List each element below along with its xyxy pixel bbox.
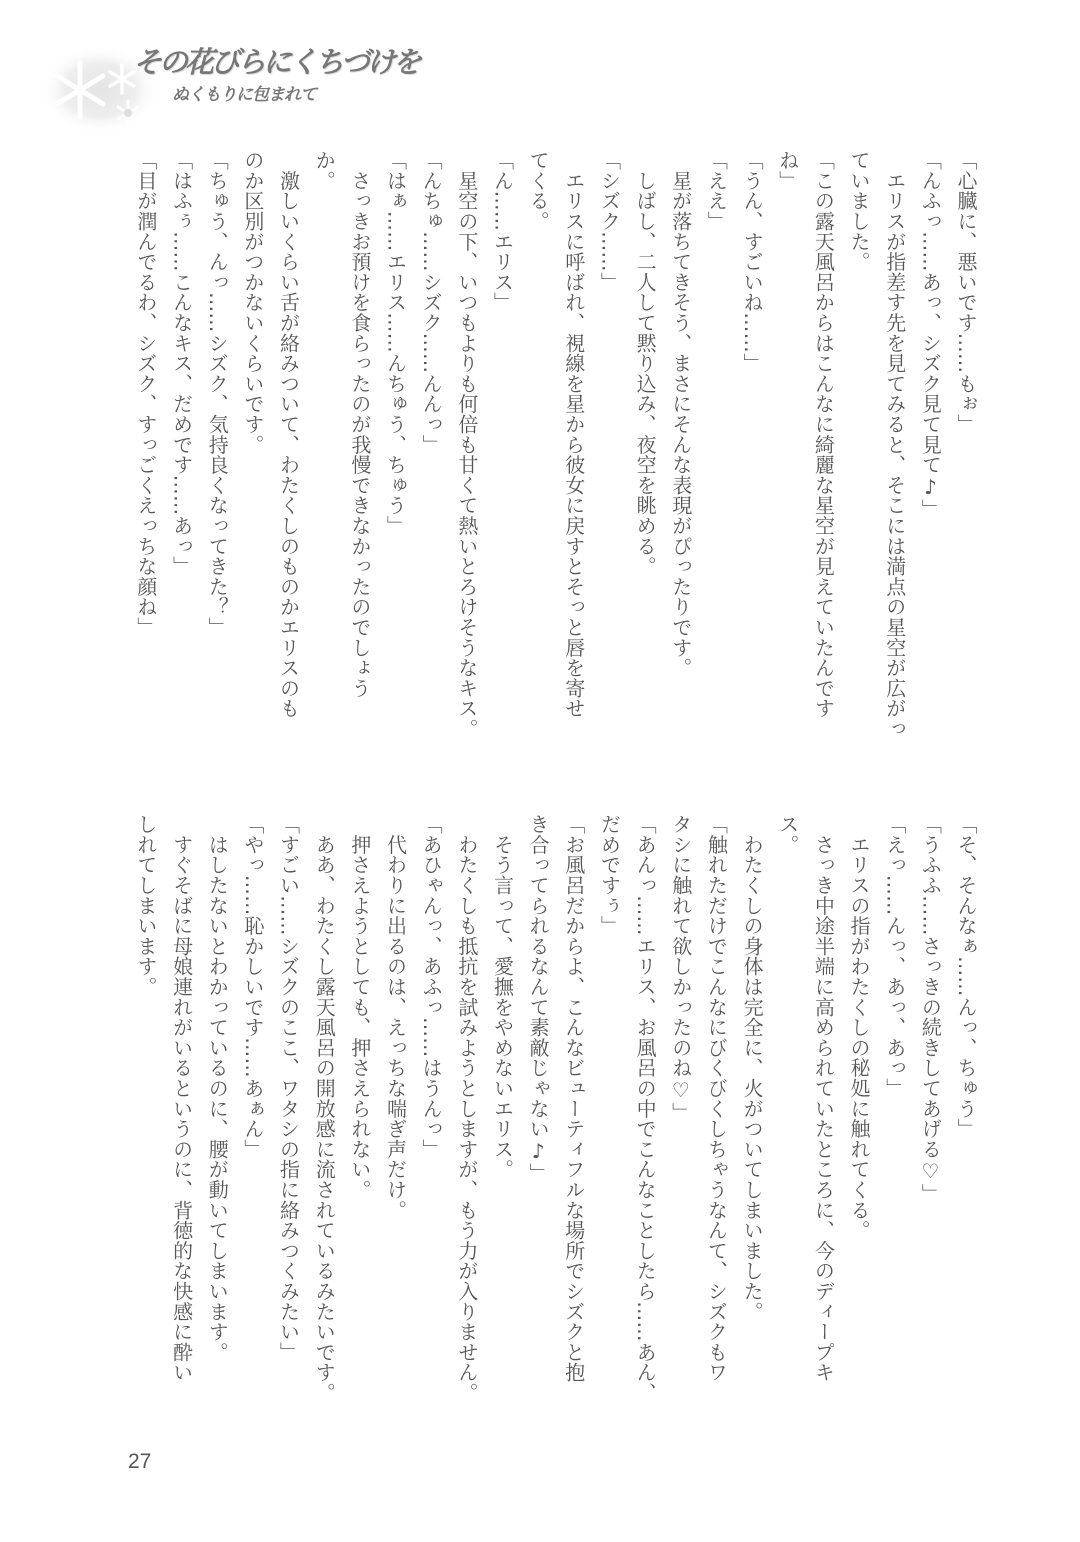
text-line: 「はふぅ……こんなキス、だめです……あっ」	[169, 150, 194, 577]
text-line: 「心臓に、悪いです……もぉ」	[954, 150, 978, 435]
book-title: その花びらにくちづけを	[133, 45, 419, 79]
text-line: すぐそばに母娘連れがいるというのに、背徳的な快感に酔い	[169, 814, 194, 1383]
text-line: さっきお預けを食らったのが我慢できなかったのでしょう	[347, 150, 372, 699]
text-line: 「そ、そんなぁ……んっ、ちゅう」	[954, 814, 978, 1139]
text-line: 星空の下、いつもよりも何倍も甘くて熱いとろけそうなキス。	[454, 150, 479, 739]
text-line: しれてしまいます。	[133, 814, 158, 997]
text-line: エリスに呼ばれ、視線を星から彼女に戻すとそっと唇を寄せ	[561, 150, 586, 719]
text-line: そう言って、愛撫をやめないエリス。	[490, 814, 515, 1180]
book-header	[20, 25, 419, 125]
text-line: 「ええ」	[704, 150, 729, 232]
text-line: タシに触れて欲しかったのね♡」	[668, 814, 693, 1123]
text-block-bottom	[127, 814, 983, 1414]
text-line: 「えっ……んっ、あっ、あっ」	[882, 814, 907, 1099]
text-line: はしたないとわかっているのに、腰が動いてしまいます。	[205, 814, 230, 1363]
text-line: のか区別がつかないくらいです。	[240, 150, 265, 455]
page-number: 27	[128, 1450, 152, 1473]
text-line: 「うふふ……さっきの続きしてあげる♡」	[918, 814, 943, 1204]
text-line: 代わりに出るのは、えっちな喘ぎ声だけ。	[383, 814, 408, 1220]
text-line: 「触れただけでこんなにびくびくしちゃうなんて、シズクもワ	[704, 814, 729, 1383]
text-line: エリスが指差す先を見てみると、そこには満点の星空が広がっ	[882, 150, 907, 739]
text-line: てくる。	[526, 150, 551, 232]
text-line: わたくしの身体は完全に、火がついてしまいました。	[740, 814, 765, 1322]
text-line: ていました。	[847, 150, 872, 272]
text-line: だめですぅ」	[597, 814, 622, 936]
text-line: 「あんっ……エリス、お風呂の中でこんなことしたら……あん、	[633, 814, 658, 1403]
text-line: 「やっ……恥かしいです……あぁん」	[240, 814, 265, 1160]
text-line: 星が落ちてきそう、まさにそんな表現がぴったりです。	[668, 150, 693, 678]
text-line: しばし、二人して黙り込み、夜空を眺める。	[633, 150, 658, 577]
text-line: さっき中途半端に高められていたところに、今のディープキ	[811, 814, 836, 1383]
text-line: 「うん、すごいね……」	[740, 150, 765, 374]
text-line: 押さえようとしても、押さえられない。	[347, 814, 372, 1200]
text-line: わたくしも抵抗を試みようとしますが、もう力が入りません。	[454, 814, 479, 1403]
text-line: ス。	[775, 814, 800, 855]
text-line: 「ん……エリス」	[490, 150, 515, 313]
text-line: エリスの指がわたくしの秘処に触れてくる。	[847, 814, 872, 1241]
text-line: 「んちゅ……シズク……んんっ」	[419, 150, 444, 455]
text-line: 「目が潤んでるわ、シズク、すっごくえっちな顔ね」	[133, 150, 158, 638]
text-line: ね」	[775, 150, 800, 191]
text-line: 「お風呂だからよ、こんなビューティフルな場所でシズクと抱	[561, 814, 586, 1383]
text-line: ああ、わたくし露天風呂の開放感に流されているみたいです。	[312, 814, 337, 1403]
text-line: 「この露天風呂からはこんなに綺麗な星空が見えていたんです	[811, 150, 836, 719]
text-line: 「あひゃんっ、あふっ……はうんっ」	[419, 814, 444, 1160]
text-line: か。	[312, 150, 337, 191]
text-line: 「すごい……シズクのここ、ワタシの指に絡みつくみたい」	[276, 814, 301, 1363]
text-line: 「んふっ……あっ、シズク見て見て♪」	[918, 150, 943, 520]
text-line: 激しいくらい舌が絡みついて、わたくしのものかエリスのも	[276, 150, 301, 719]
text-line: 「ちゅう、んっ……シズク、気持良くなってきた？」	[205, 150, 230, 638]
text-line: き合ってられるなんて素敵じゃない♪」	[526, 814, 551, 1184]
book-subtitle: ぬくもりに包まれて	[172, 85, 316, 105]
text-line: 「シズク……」	[597, 150, 622, 293]
text-block-top	[127, 150, 983, 750]
text-line: 「はぁ……エリス……んちゅう、ちゅう」	[383, 150, 408, 536]
